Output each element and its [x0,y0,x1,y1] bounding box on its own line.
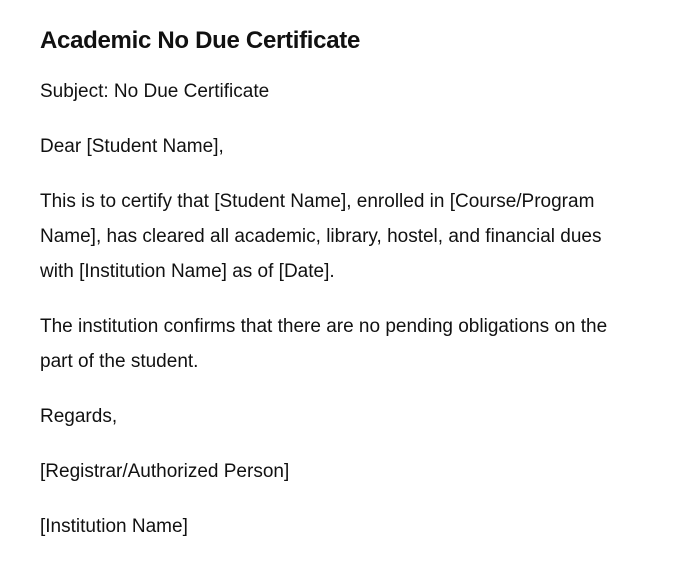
institution-name: [Institution Name] [40,516,188,537]
subject-line: Subject: No Due Certificate [40,81,270,102]
closing: Regards, [40,406,118,427]
document-title: Academic No Due Certificate [40,27,361,54]
salutation: Dear [Student Name], [40,136,224,157]
body-paragraph-confirmation: The institution confirms that there are no pending obligations on the part of the student. [40,316,608,372]
body-paragraph-certification: This is to certify that [Student Name], enrolled in [Course/Program Name], has cleared all academic, library, hostel, and financial dues with [Institution Name] as of [Date]. [40,191,602,282]
signatory: [Registrar/Authorized Person] [40,461,290,482]
